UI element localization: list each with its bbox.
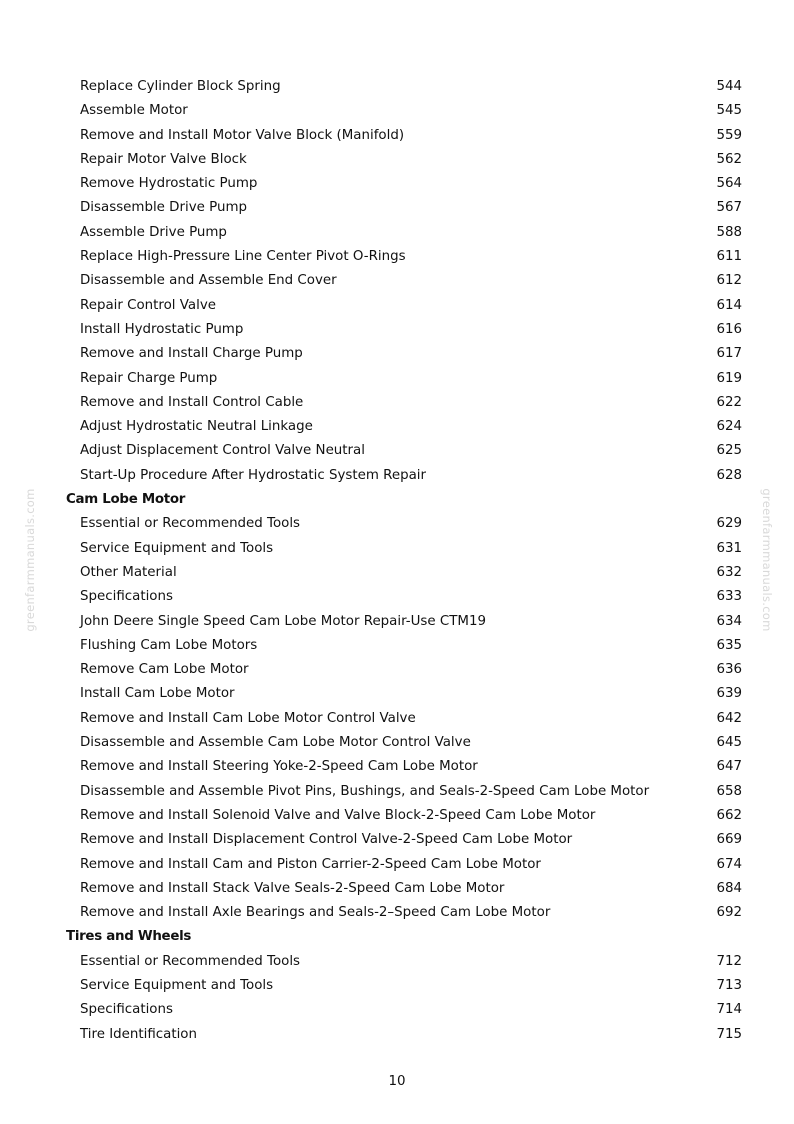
toc-entry	[66, 1023, 742, 1047]
entry-page-number: 629	[716, 516, 742, 532]
toc-entry	[66, 124, 742, 148]
toc-entry	[66, 367, 742, 391]
entry-page-number: 712	[716, 953, 742, 969]
section-title: Cam Lobe Motor	[66, 492, 186, 508]
toc-entry	[66, 707, 742, 731]
entry-title: Remove and Install Solenoid Valve and Valve Block-2-Speed Cam Lobe Motor	[80, 807, 596, 823]
entry-page-number: 634	[716, 613, 742, 629]
entry-page-number: 642	[716, 710, 742, 726]
entry-page-number: 684	[716, 880, 742, 896]
entry-page-number	[682, 925, 742, 949]
page-number: 10	[388, 1074, 406, 1089]
toc-entry	[66, 294, 742, 318]
entry-title: Repair Motor Valve Block	[80, 151, 247, 167]
entry-title: Install Cam Lobe Motor	[80, 686, 235, 702]
toc-entry	[66, 610, 742, 634]
entry-title: Replace High-Pressure Line Center Pivot O-Rings	[80, 249, 406, 265]
entry-page-number: 559	[716, 127, 742, 143]
entry-page-number: 645	[716, 735, 742, 751]
entry-title: Disassemble and Assemble Pivot Pins, Bushings, and Seals-2-Speed Cam Lobe Motor	[80, 783, 650, 799]
entry-page-number: 658	[716, 783, 742, 799]
watermark-right: greenfarmmanuals.com	[760, 488, 774, 632]
toc-entry	[66, 221, 742, 245]
toc-entry	[66, 391, 742, 415]
toc-entry	[66, 439, 742, 463]
toc-entry	[66, 245, 742, 269]
entry-title: Adjust Hydrostatic Neutral Linkage	[80, 419, 313, 435]
toc-entry	[66, 682, 742, 706]
entry-title: John Deere Single Speed Cam Lobe Motor Repair-Use CTM19	[80, 613, 486, 629]
entry-page-number: 564	[716, 176, 742, 192]
entry-title: Remove and Install Axle Bearings and Seals-2–Speed Cam Lobe Motor	[80, 905, 551, 921]
toc-entry	[66, 537, 742, 561]
toc-entry	[66, 950, 742, 974]
entry-page-number: 619	[716, 370, 742, 386]
entry-page-number: 617	[716, 346, 742, 362]
toc-entry	[66, 99, 742, 123]
entry-title: Remove and Install Steering Yoke-2-Speed Cam Lobe Motor	[80, 759, 478, 775]
entry-page-number: 635	[716, 637, 742, 653]
entry-page-number: 692	[716, 905, 742, 921]
toc-entry	[66, 998, 742, 1022]
entry-page-number: 674	[716, 856, 742, 872]
entry-title: Remove and Install Stack Valve Seals-2-Speed Cam Lobe Motor	[80, 880, 505, 896]
toc-entry	[66, 75, 742, 99]
toc-entry	[66, 901, 742, 925]
entry-page-number: 714	[716, 1002, 742, 1018]
entry-title: Service Equipment and Tools	[80, 540, 274, 556]
entry-page-number: 713	[716, 977, 742, 993]
entry-page-number: 632	[716, 564, 742, 580]
toc-section-heading	[66, 488, 742, 512]
toc-entry	[66, 853, 742, 877]
entry-title: Install Hydrostatic Pump	[80, 321, 244, 337]
entry-title: Assemble Drive Pump	[80, 224, 227, 240]
entry-page-number: 715	[716, 1026, 742, 1042]
entry-page-number: 622	[716, 394, 742, 410]
toc-entry	[66, 658, 742, 682]
entry-title: Specifications	[80, 589, 173, 605]
toc-entry	[66, 415, 742, 439]
toc-entry	[66, 318, 742, 342]
toc-entry	[66, 804, 742, 828]
entry-page-number: 616	[716, 321, 742, 337]
entry-page-number: 639	[716, 686, 742, 702]
toc-entry	[66, 634, 742, 658]
entry-title: Remove and Install Cam Lobe Motor Control Valve	[80, 710, 416, 726]
entry-title: Disassemble and Assemble End Cover	[80, 273, 337, 289]
toc-entry	[66, 974, 742, 998]
entry-title: Disassemble and Assemble Cam Lobe Motor Control Valve	[80, 735, 471, 751]
toc-entry	[66, 148, 742, 172]
toc-entry	[66, 512, 742, 536]
toc-entry	[66, 464, 742, 488]
toc-entry	[66, 342, 742, 366]
entry-page-number: 669	[716, 832, 742, 848]
entry-page-number: 588	[716, 224, 742, 240]
entry-title: Replace Cylinder Block Spring	[80, 79, 281, 94]
entry-page-number: 633	[716, 589, 742, 605]
table-of-contents	[66, 75, 742, 1047]
entry-title: Disassemble Drive Pump	[80, 200, 247, 216]
toc-entry	[66, 755, 742, 779]
toc-entry	[66, 561, 742, 585]
entry-title: Remove and Install Control Cable	[80, 394, 304, 410]
entry-title: Specifications	[80, 1002, 173, 1018]
entry-page-number: 562	[716, 151, 742, 167]
entry-page-number: 614	[716, 297, 742, 313]
entry-title: Remove and Install Displacement Control Valve-2-Speed Cam Lobe Motor	[80, 832, 573, 848]
entry-page-number: 624	[716, 419, 742, 435]
entry-title: Essential or Recommended Tools	[80, 516, 301, 532]
toc-entry	[66, 828, 742, 852]
section-title: Tires and Wheels	[66, 929, 192, 945]
entry-title: Assemble Motor	[80, 103, 188, 119]
entry-page-number: 545	[716, 103, 742, 119]
toc-entry	[66, 196, 742, 220]
entry-title: Remove Cam Lobe Motor	[80, 662, 249, 678]
entry-page-number: 662	[716, 807, 742, 823]
entry-title: Repair Charge Pump	[80, 370, 218, 386]
entry-title: Tire Identification	[80, 1026, 197, 1042]
toc-section-heading	[66, 925, 742, 949]
entry-title: Other Material	[80, 564, 177, 580]
entry-title: Service Equipment and Tools	[80, 977, 274, 993]
toc-entry	[66, 585, 742, 609]
entry-title: Adjust Displacement Control Valve Neutral	[80, 443, 365, 459]
entry-title: Start-Up Procedure After Hydrostatic System Repair	[80, 467, 427, 483]
entry-page-number: 636	[716, 662, 742, 678]
watermark-left: greenfarmmanuals.com	[23, 488, 37, 632]
entry-page-number: 612	[716, 273, 742, 289]
toc-entry	[66, 877, 742, 901]
entry-page-number: 647	[716, 759, 742, 775]
toc-entry	[66, 172, 742, 196]
entry-page-number: 544	[716, 79, 742, 94]
entry-page-number: 611	[716, 249, 742, 265]
entry-page-number: 567	[716, 200, 742, 216]
entry-page-number: 631	[716, 540, 742, 556]
entry-title: Remove and Install Motor Valve Block (Manifold)	[80, 127, 405, 143]
toc-entry	[66, 780, 742, 804]
entry-page-number: 628	[716, 467, 742, 483]
entry-title: Remove Hydrostatic Pump	[80, 176, 258, 192]
entry-title: Remove and Install Charge Pump	[80, 346, 303, 362]
entry-page-number: 625	[716, 443, 742, 459]
toc-entry	[66, 731, 742, 755]
toc-entry	[66, 269, 742, 293]
entry-page-number	[682, 488, 742, 512]
entry-title: Repair Control Valve	[80, 297, 216, 313]
entry-title: Flushing Cam Lobe Motors	[80, 637, 258, 653]
entry-title: Essential or Recommended Tools	[80, 953, 301, 969]
entry-title: Remove and Install Cam and Piston Carrier-2-Speed Cam Lobe Motor	[80, 856, 541, 872]
